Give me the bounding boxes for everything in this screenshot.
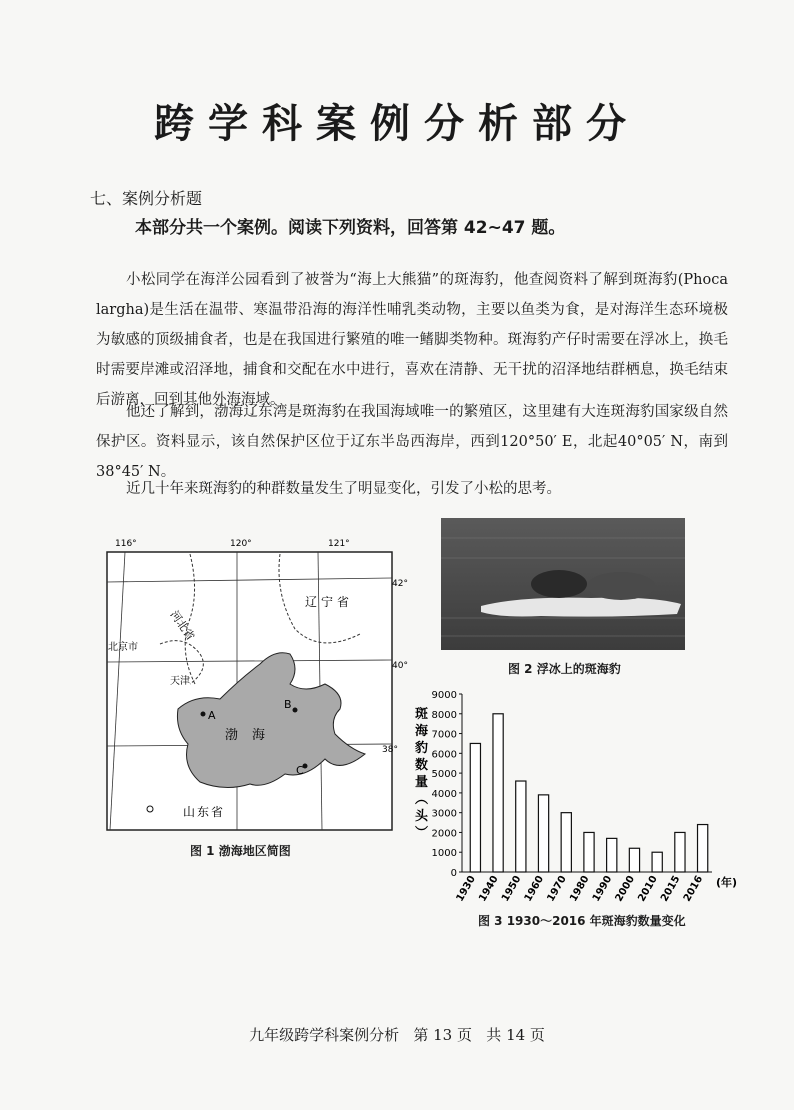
y-tick-label: 8000 [431,709,457,721]
bar [470,743,480,872]
bohai-map [100,534,408,834]
point-c-label: C [296,764,304,777]
instruction-text: 本部分共一个案例。阅读下列资料，回答第 42~47 题。 [135,218,566,238]
bar [629,848,639,872]
y-tick-label: 2000 [431,828,457,840]
y-tick-label: 5000 [431,769,457,781]
x-tick-label: 1940 [477,874,501,904]
x-tick-label: 1980 [568,874,592,904]
x-tick-label: 1960 [522,874,547,904]
x-tick-label: 2015 [659,874,683,904]
y-tick-label: 4000 [431,788,457,800]
y-tick-label: 3000 [431,808,457,820]
region-bohai: 渤海 [225,728,280,743]
bar [538,795,548,872]
point-a-label: A [208,709,216,722]
bar [675,832,685,872]
bar [561,813,571,872]
x-tick-label: 2000 [613,874,638,904]
point-b-marker [293,708,298,713]
point-b-label: B [284,698,292,711]
region-liaoning: 辽宁省 [305,595,354,609]
bar [493,714,503,872]
page-footer: 九年级跨学科案例分析 第 13 页 共 14 页 [249,1026,545,1044]
chart-xlabel: (年) [716,876,738,889]
region-shandong: 山东省 [183,805,226,819]
paragraph-1: 小松同学在海洋公园看到了被誉为“海上大熊猫”的斑海豹，他查阅资料了解到斑海豹(Phoca largha)是生活在温带、寒温带沿海的海洋性哺乳类动物，主要以鱼类为食，是对海洋生态环境极为敏感的顶级捕食者，也是在我国进行繁殖的唯一鳍脚类物种。斑海豹产仔时需要在浮冰上，换毛时需要岸滩或沼泽地，捕食和交配在水中进行，喜欢在清静、无干扰的沼泽地结群栖息，换毛结束后游离，回到其他外海海域。 [96,272,728,408]
lat-label-42: 42° [392,579,408,589]
chart-caption: 图 3 1930～2016 年斑海豹数量变化 [478,914,686,928]
x-tick-label: 1930 [454,874,478,904]
x-tick-label: 1950 [499,874,524,904]
paragraph-2: 他还了解到，渤海辽东湾是斑海豹在我国海域唯一的繁殖区，这里建有大连斑海豹国家级自然保护区。资料显示，该自然保护区位于辽东半岛西海岸，西到120°50′ E，北起40°05′ N，南到38°45′ N。 [96,404,728,480]
region-tianjin: 天津 [170,676,190,687]
y-tick-label: 9000 [431,690,457,701]
seal-photo [441,518,685,650]
lat-label-40: 40° [392,661,408,671]
bar [698,825,708,872]
seal-right [587,572,655,600]
bar [584,832,594,872]
lon-label-120: 120° [230,539,252,549]
lon-label-116: 116° [115,539,137,549]
region-hebei: 河北省 [167,608,198,643]
region-beijing: 北京市 [108,642,138,653]
lon-label-121: 121° [328,539,350,549]
x-tick-label: 1970 [545,874,569,904]
seal-left [531,570,587,598]
y-tick-label: 1000 [431,848,457,860]
section-heading: 七、案例分析题 [90,189,203,208]
y-tick-label: 0 [450,868,457,879]
page-title: 跨学科案例分析部分 [154,100,640,147]
map-caption: 图 1 渤海地区简图 [190,844,291,858]
seal-population-chart [400,682,738,904]
x-tick-label: 1990 [590,874,615,904]
x-tick-label: 2016 [681,874,706,904]
lat-label-38: 38° [382,745,398,755]
paragraph-3: 近几十年来斑海豹的种群数量发生了明显变化，引发了小松的思考。 [126,481,561,497]
point-a-marker [201,712,206,717]
photo-caption: 图 2 浮冰上的斑海豹 [508,662,621,676]
y-tick-label: 7000 [431,729,457,741]
bar [516,781,526,872]
x-tick-label: 2010 [636,874,660,904]
chart-ylabel: 斑海豹数量︵头︶ [415,707,429,841]
y-tick-label: 6000 [431,749,457,761]
bar [652,852,662,872]
bar [607,838,617,872]
